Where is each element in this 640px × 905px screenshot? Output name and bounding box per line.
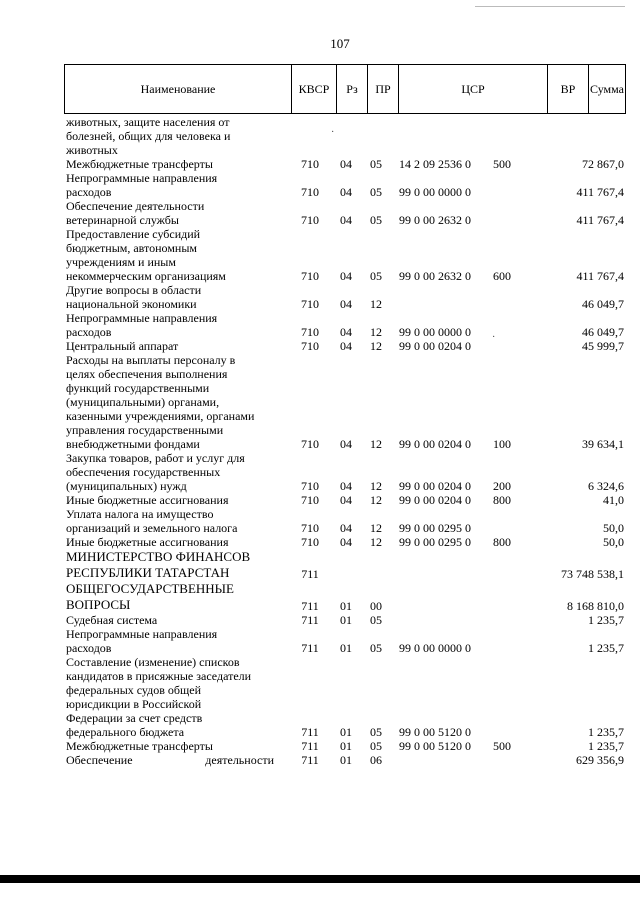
cell-vr: 800 bbox=[493, 535, 511, 549]
row-name: Центральный аппарат bbox=[66, 339, 179, 353]
cell-kvsr: 710 bbox=[301, 157, 319, 171]
cell-pr: 05 bbox=[370, 185, 382, 199]
cell-rz: 04 bbox=[340, 339, 352, 353]
cell-pr: 12 bbox=[370, 493, 382, 507]
header-pr: ПР bbox=[375, 82, 391, 96]
cell-kvsr: 710 bbox=[301, 535, 319, 549]
row-name: Обеспечение деятельности ветеринарной службы bbox=[66, 199, 205, 227]
row-name: Иные бюджетные ассигнования bbox=[66, 493, 229, 507]
table-row bbox=[66, 549, 626, 581]
header-name: Наименование bbox=[140, 82, 216, 96]
cell-sum: 1 235,7 bbox=[588, 613, 624, 627]
cell-pr: 06 bbox=[370, 753, 382, 767]
row-name: Непрограммные направления расходов bbox=[66, 627, 218, 655]
cell-sum: 6 324,6 bbox=[588, 479, 624, 493]
row-name: МИНИСТЕРСТВО ФИНАНСОВ РЕСПУБЛИКИ ТАТАРСТАН bbox=[66, 549, 251, 580]
cell-kvsr: 711 bbox=[301, 599, 319, 613]
cell-rz: 04 bbox=[340, 521, 352, 535]
table-row bbox=[66, 581, 626, 613]
cell-csr: 99 0 00 0295 0 bbox=[399, 521, 471, 535]
table-row bbox=[66, 157, 626, 171]
header-sum: Сумма bbox=[590, 82, 624, 96]
table-row bbox=[66, 283, 626, 311]
cell-pr: 05 bbox=[370, 269, 382, 283]
cell-csr: 99 0 00 0000 0 bbox=[399, 325, 471, 339]
table-row bbox=[66, 493, 626, 507]
cell-sum: 50,0 bbox=[603, 535, 624, 549]
table-row bbox=[66, 227, 626, 283]
cell-pr: 12 bbox=[370, 339, 382, 353]
cell-pr: 05 bbox=[370, 739, 382, 753]
cell-sum: 1 235,7 bbox=[588, 739, 624, 753]
cell-csr: 99 0 00 0204 0 bbox=[399, 437, 471, 451]
cell-sum: 8 168 810,0 bbox=[567, 599, 624, 613]
cell-rz: 04 bbox=[340, 493, 352, 507]
cell-csr: 99 0 00 0000 0 bbox=[399, 641, 471, 655]
cell-csr: 99 0 00 2632 0 bbox=[399, 269, 471, 283]
header-csr: ЦСР bbox=[461, 82, 485, 96]
top-edge-line bbox=[475, 6, 625, 7]
row-name: Межбюджетные трансферты bbox=[66, 157, 213, 171]
table-row bbox=[66, 535, 626, 549]
cell-csr: 99 0 00 0204 0 bbox=[399, 493, 471, 507]
cell-sum: 411 767,4 bbox=[576, 185, 624, 199]
cell-pr: 12 bbox=[370, 521, 382, 535]
cell-rz: 04 bbox=[340, 269, 352, 283]
cell-csr: 99 0 00 0204 0 bbox=[399, 339, 471, 353]
header-kvsr: КВСР bbox=[298, 82, 330, 96]
cell-rz: 01 bbox=[340, 739, 352, 753]
cell-kvsr: 710 bbox=[301, 269, 319, 283]
cell-rz: 04 bbox=[340, 325, 352, 339]
table-row bbox=[66, 115, 626, 157]
row-name: Судебная система bbox=[66, 613, 158, 627]
cell-vr: 500 bbox=[493, 157, 511, 171]
row-name: животных, защите населения от болезней, общих для человека и животных bbox=[66, 115, 231, 157]
cell-kvsr: 711 bbox=[301, 567, 319, 581]
row-name: Предоставление субсидий бюджетным, автономным учреждениям и иным некоммерческим организациям bbox=[66, 227, 226, 283]
cell-kvsr: 710 bbox=[301, 437, 319, 451]
cell-sum: 41,0 bbox=[603, 493, 624, 507]
cell-kvsr: 710 bbox=[301, 339, 319, 353]
cell-csr: 14 2 09 2536 0 bbox=[399, 157, 471, 171]
cell-rz: 01 bbox=[340, 725, 352, 739]
cell-csr: 99 0 00 0000 0 bbox=[399, 185, 471, 199]
cell-vr: 200 bbox=[493, 479, 511, 493]
table-row bbox=[66, 451, 626, 493]
table-row bbox=[66, 613, 626, 627]
cell-csr: 99 0 00 0204 0 bbox=[399, 479, 471, 493]
cell-pr: 12 bbox=[370, 479, 382, 493]
cell-rz: 04 bbox=[340, 297, 352, 311]
row-name: Непрограммные направления расходов bbox=[66, 311, 218, 339]
cell-sum: 72 867,0 bbox=[582, 157, 624, 171]
table-row bbox=[66, 655, 626, 739]
row-name: Межбюджетные трансферты bbox=[66, 739, 213, 753]
cell-kvsr: 710 bbox=[301, 213, 319, 227]
cell-rz: 01 bbox=[340, 641, 352, 655]
cell-kvsr: 710 bbox=[301, 493, 319, 507]
cell-sum: 73 748 538,1 bbox=[561, 567, 624, 581]
row-name: Обеспечение деятельности bbox=[66, 753, 274, 767]
cell-rz: 04 bbox=[340, 213, 352, 227]
cell-vr: 500 bbox=[493, 739, 511, 753]
cell-kvsr: 711 bbox=[301, 613, 319, 627]
table-row bbox=[66, 171, 626, 199]
cell-pr: 12 bbox=[370, 297, 382, 311]
scan-speck: · bbox=[492, 332, 496, 343]
cell-sum: 39 634,1 bbox=[582, 437, 624, 451]
cell-pr: 12 bbox=[370, 437, 382, 451]
cell-pr: 12 bbox=[370, 535, 382, 549]
table-row bbox=[66, 739, 626, 753]
cell-kvsr: 711 bbox=[301, 753, 319, 767]
cell-csr: 99 0 00 2632 0 bbox=[399, 213, 471, 227]
row-name: Другие вопросы в области национальной экономики bbox=[66, 283, 202, 311]
table-row bbox=[66, 507, 626, 535]
bottom-border-bar bbox=[0, 875, 640, 883]
cell-sum: 46 049,7 bbox=[582, 297, 624, 311]
cell-csr: 99 0 00 0295 0 bbox=[399, 535, 471, 549]
cell-rz: 04 bbox=[340, 479, 352, 493]
cell-sum: 45 999,7 bbox=[582, 339, 624, 353]
cell-kvsr: 710 bbox=[301, 325, 319, 339]
row-name: Иные бюджетные ассигнования bbox=[66, 535, 229, 549]
cell-vr: 100 bbox=[493, 437, 511, 451]
cell-rz: 04 bbox=[340, 185, 352, 199]
row-name: Расходы на выплаты персоналу в целях обеспечения выполнения функций государственными (муниципальными) органами, казенными учреждениями, органами управления государственными внебюджетными фондами bbox=[66, 353, 255, 451]
cell-pr: 05 bbox=[370, 641, 382, 655]
cell-kvsr: 710 bbox=[301, 479, 319, 493]
cell-sum: 411 767,4 bbox=[576, 213, 624, 227]
cell-sum: 629 356,9 bbox=[576, 753, 624, 767]
cell-pr: 05 bbox=[370, 157, 382, 171]
cell-kvsr: 710 bbox=[301, 521, 319, 535]
table-row bbox=[66, 199, 626, 227]
table-row bbox=[66, 339, 626, 353]
header-rz: Рз bbox=[346, 82, 358, 96]
cell-pr: 05 bbox=[370, 213, 382, 227]
row-name: Составление (изменение) списков кандидатов в присяжные заседатели федеральных судов общей юрисдикции в Российской Федерации за счет средств федерального бюджета bbox=[66, 655, 252, 739]
cell-rz: 01 bbox=[340, 599, 352, 613]
cell-kvsr: 710 bbox=[301, 297, 319, 311]
page-number: 107 bbox=[330, 36, 350, 51]
cell-vr: 600 bbox=[493, 269, 511, 283]
cell-sum: 50,0 bbox=[603, 521, 624, 535]
row-name: ОБЩЕГОСУДАРСТВЕННЫЕ ВОПРОСЫ bbox=[66, 581, 234, 612]
table-header bbox=[64, 64, 626, 114]
cell-sum: 1 235,7 bbox=[588, 725, 624, 739]
table-body bbox=[66, 115, 626, 767]
cell-vr: 800 bbox=[493, 493, 511, 507]
table-row bbox=[66, 627, 626, 655]
cell-pr: 00 bbox=[370, 599, 382, 613]
cell-rz: 04 bbox=[340, 157, 352, 171]
cell-kvsr: 711 bbox=[301, 641, 319, 655]
table-row bbox=[66, 311, 626, 339]
cell-rz: 01 bbox=[340, 753, 352, 767]
cell-pr: 05 bbox=[370, 613, 382, 627]
cell-csr: 99 0 00 5120 0 bbox=[399, 739, 471, 753]
scan-speck: · bbox=[331, 127, 335, 138]
cell-csr: 99 0 00 5120 0 bbox=[399, 725, 471, 739]
header-vr: ВР bbox=[560, 82, 576, 96]
cell-kvsr: 711 bbox=[301, 739, 319, 753]
cell-pr: 12 bbox=[370, 325, 382, 339]
cell-kvsr: 711 bbox=[301, 725, 319, 739]
row-name: Непрограммные направления расходов bbox=[66, 171, 218, 199]
row-name: Уплата налога на имущество организаций и земельного налога bbox=[66, 507, 238, 535]
cell-sum: 1 235,7 bbox=[588, 641, 624, 655]
cell-rz: 04 bbox=[340, 535, 352, 549]
cell-rz: 01 bbox=[340, 613, 352, 627]
cell-sum: 46 049,7 bbox=[582, 325, 624, 339]
table-row bbox=[66, 753, 626, 767]
cell-pr: 05 bbox=[370, 725, 382, 739]
cell-sum: 411 767,4 bbox=[576, 269, 624, 283]
table-row bbox=[66, 353, 626, 451]
row-name: Закупка товаров, работ и услуг для обеспечения государственных (муниципальных) нужд bbox=[66, 451, 245, 493]
cell-rz: 04 bbox=[340, 437, 352, 451]
cell-kvsr: 710 bbox=[301, 185, 319, 199]
